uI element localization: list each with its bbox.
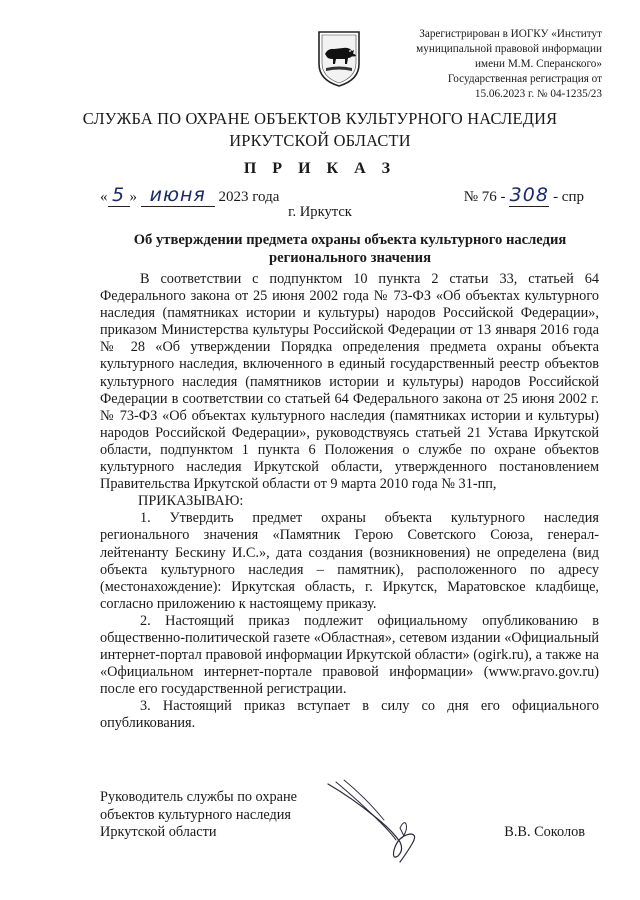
document-title xyxy=(100,231,600,267)
registration-note-line: 15.06.2023 г. № 04-1235/23 xyxy=(474,88,602,100)
handwritten-signature xyxy=(322,776,432,868)
agency-name-line2: ИРКУТСКОЙ ОБЛАСТИ xyxy=(229,131,411,150)
document-type: П Р И К А З xyxy=(243,160,397,177)
order-item-3: 3. Настоящий приказ вступает в силу со дня его официального опубликования. xyxy=(100,698,599,732)
order-number-suffix: - спр xyxy=(553,189,584,205)
registration-note-line: Государственная регистрация от xyxy=(447,73,602,85)
order-item-1: 1. Утвердить предмет охраны объекта культурного наследия регионального значения «Памятник Герою Советского Союза, генерал-лейтенанту Бескину И.С.», дата создания (возникновения) не определена (вид объекта культурного наследия – памятник), расположенного по адресу (местонахождение): Иркутская область, г. Иркутск, Маратовское кладбище, согласно приложению к настоящему приказу. xyxy=(100,510,599,612)
signatory-position xyxy=(100,789,297,842)
agency-name xyxy=(0,108,640,152)
date-month: июня xyxy=(149,184,206,206)
order-number-prefix: № 76 - xyxy=(463,189,506,205)
signatory-position-line: Руководитель службы по охране xyxy=(100,789,297,805)
date-day: 5 xyxy=(111,184,126,206)
document-title-line2: регионального значения xyxy=(269,250,431,266)
signatory-position-line: объектов культурного наследия xyxy=(100,806,291,823)
agency-name-line1: СЛУЖБА ПО ОХРАНЕ ОБЪЕКТОВ КУЛЬТУРНОГО НАСЛЕДИЯ xyxy=(82,109,558,128)
signatory-name: В.В. Соколов xyxy=(504,824,585,840)
date-year: 2023 года xyxy=(218,189,280,205)
registration-note-line: Зарегистрирован в ИОГКУ «Институт xyxy=(419,28,602,40)
date-open-quote: « xyxy=(100,189,108,205)
order-number-handwritten: 308 xyxy=(509,184,549,206)
order-item-2: 2. Настоящий приказ подлежит официальному опубликованию в общественно-политической газете «Областная», сетевом издании «Официальный интернет-портал правовой информации Иркутской области» (ogirk.ru), а также на «Официальном интернет-портале правовой информации» (www.pravo.gov.ru) после его государственной регистрации. xyxy=(100,612,599,698)
city: г. Иркутск xyxy=(288,204,352,220)
signatory-position-line: Иркутской области xyxy=(100,824,217,840)
order-word: ПРИКАЗЫВАЮ: xyxy=(138,493,244,510)
document-title-line1: Об утверждении предмета охраны объекта культурного наследия xyxy=(133,232,567,248)
date-close-quote: » xyxy=(129,189,137,205)
preamble-paragraph: В соответствии с подпунктом 10 пункта 2 статьи 33, статьей 64 Федерального закона от 25 июня 2002 года № 73-ФЗ «Об объектах культурного наследия (памятниках истории и культуры) народов Российской Федерации», приказом Министерства культуры Российской Федерации от 13 января 2016 года № 28 «Об утверждении Порядка определения предмета охраны объекта культурного наследия, включенного в единый государственный реестр объектов культурного наследия (памятников истории и культуры) народов Российской Федерации в соответствии со статьей 64 Федерального закона от 25 июня 2002 г. № 73-ФЗ «Об объектах культурного наследия (памятниках истории и культуры) народов Российской Федерации», руководствуясь статьей 21 Устава Иркутской области, подпунктом 1 пункта 6 Положения о службе по охране объектов культурного наследия Иркутской области, утвержденного постановлением Правительства Иркутской области от 9 марта 2010 года № 31-пп, xyxy=(100,271,599,493)
document-body xyxy=(100,271,599,733)
registration-note-line: муниципальной правовой информации xyxy=(416,43,602,55)
registration-note xyxy=(362,27,602,102)
registration-note-line: имени М.М. Сперанского» xyxy=(475,58,602,70)
irkutsk-coat-of-arms-icon xyxy=(316,30,362,88)
